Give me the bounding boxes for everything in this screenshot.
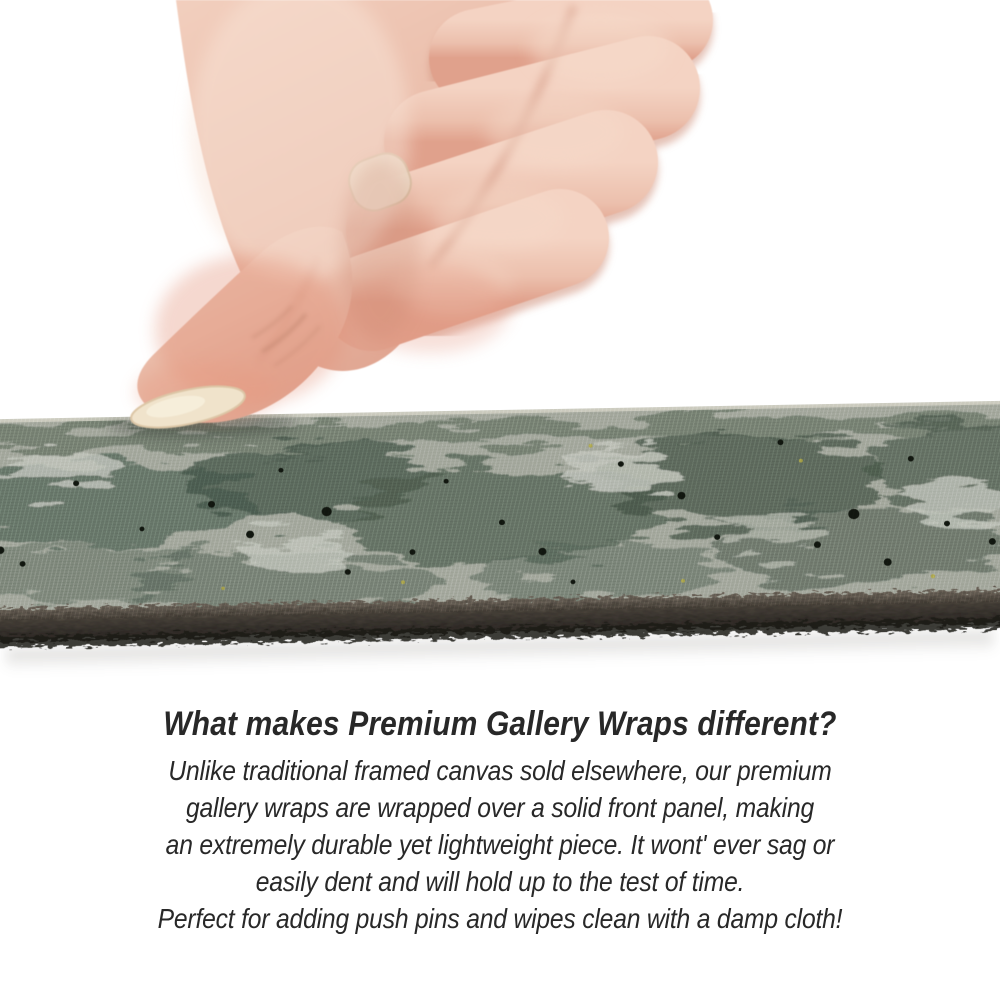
body-line-1: Unlike traditional framed canvas sold elsewhere, our premium [168, 755, 832, 786]
hand-illustration [0, 0, 1000, 432]
body-line-3: an extremely durable yet lightweight piece. It wont' ever sag or [165, 829, 835, 860]
body-line-5: Perfect for adding push pins and wipes clean with a damp cloth! [157, 903, 843, 934]
headline: What makes Premium Gallery Wraps different? [163, 705, 837, 743]
canvas-edge-strip [0, 400, 1000, 653]
hand-photo [0, 0, 1000, 432]
body-line-2: gallery wraps are wrapped over a solid front panel, making [185, 792, 815, 823]
canvas-texture [0, 400, 1000, 653]
body-line-4: easily dent and will hold up to the test of time. [255, 866, 745, 897]
marketing-copy [0, 704, 1000, 937]
